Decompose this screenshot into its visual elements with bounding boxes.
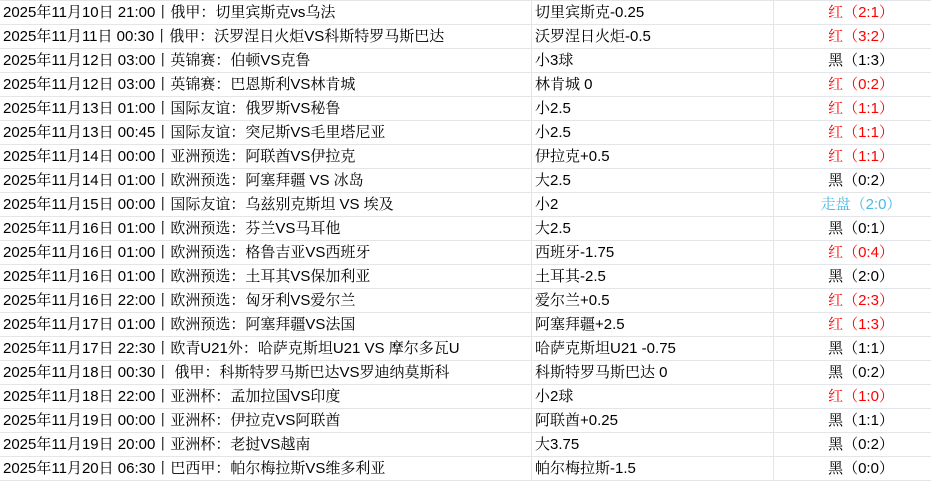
match-cell: 2025年11月13日 00:45丨国际友谊：突尼斯VS毛里塔尼亚 [0, 121, 532, 145]
pick-cell: 小3球 [532, 49, 774, 73]
result-cell: 黑（1:1） [774, 337, 931, 361]
table-row[interactable] [0, 25, 931, 49]
match-cell: 2025年11月12日 03:00丨英锦赛：伯顿VS克鲁 [0, 49, 532, 73]
pick-cell: 爱尔兰+0.5 [532, 289, 774, 313]
table-body [0, 1, 931, 481]
pick-cell: 小2.5 [532, 121, 774, 145]
pick-cell: 西班牙-1.75 [532, 241, 774, 265]
match-cell: 2025年11月10日 21:00丨俄甲：切里宾斯克vs乌法 [0, 1, 532, 25]
result-cell: 红（1:1） [774, 121, 931, 145]
table-row[interactable] [0, 169, 931, 193]
result-cell: 红（1:1） [774, 145, 931, 169]
table-row[interactable] [0, 49, 931, 73]
result-cell: 红（3:2） [774, 25, 931, 49]
result-cell: 黑（1:3） [774, 49, 931, 73]
pick-cell: 阿塞拜疆+2.5 [532, 313, 774, 337]
pick-cell: 沃罗涅日火炬-0.5 [532, 25, 774, 49]
match-cell: 2025年11月16日 22:00丨欧洲预选：匈牙利VS爱尔兰 [0, 289, 532, 313]
pick-cell: 阿联酋+0.25 [532, 409, 774, 433]
match-cell: 2025年11月12日 03:00丨英锦赛：巴恩斯利VS林肯城 [0, 73, 532, 97]
match-cell: 2025年11月16日 01:00丨欧洲预选：格鲁吉亚VS西班牙 [0, 241, 532, 265]
table-row[interactable] [0, 265, 931, 289]
result-cell: 黑（0:2） [774, 433, 931, 457]
match-cell: 2025年11月16日 01:00丨欧洲预选：芬兰VS马耳他 [0, 217, 532, 241]
result-cell: 黑（1:1） [774, 409, 931, 433]
pick-cell: 切里宾斯克-0.25 [532, 1, 774, 25]
table-row[interactable] [0, 217, 931, 241]
match-cell: 2025年11月11日 00:30丨俄甲：沃罗涅日火炬VS科斯特罗马斯巴达 [0, 25, 532, 49]
result-cell: 黑（0:2） [774, 169, 931, 193]
pick-cell: 小2.5 [532, 97, 774, 121]
pick-cell: 大3.75 [532, 433, 774, 457]
table-row[interactable] [0, 433, 931, 457]
result-cell: 走盘（2:0） [774, 193, 931, 217]
result-cell: 黑（0:0） [774, 457, 931, 481]
table-row[interactable] [0, 193, 931, 217]
table-row[interactable] [0, 241, 931, 265]
match-cell: 2025年11月14日 01:00丨欧洲预选：阿塞拜疆 VS 冰岛 [0, 169, 532, 193]
pick-cell: 小2 [532, 193, 774, 217]
pick-cell: 林肯城 0 [532, 73, 774, 97]
result-cell: 红（0:2） [774, 73, 931, 97]
table-row[interactable] [0, 73, 931, 97]
result-cell: 红（2:3） [774, 289, 931, 313]
match-cell: 2025年11月15日 00:00丨国际友谊：乌兹别克斯坦 VS 埃及 [0, 193, 532, 217]
table-row[interactable] [0, 409, 931, 433]
table-row[interactable] [0, 1, 931, 25]
match-cell: 2025年11月19日 00:00丨亚洲杯：伊拉克VS阿联酋 [0, 409, 532, 433]
result-cell: 黑（0:1） [774, 217, 931, 241]
pick-cell: 伊拉克+0.5 [532, 145, 774, 169]
match-cell: 2025年11月13日 01:00丨国际友谊：俄罗斯VS秘鲁 [0, 97, 532, 121]
pick-cell: 大2.5 [532, 169, 774, 193]
result-cell: 红（0:4） [774, 241, 931, 265]
match-cell: 2025年11月20日 06:30丨巴西甲：帕尔梅拉斯VS维多利亚 [0, 457, 532, 481]
table-row[interactable] [0, 361, 931, 385]
match-cell: 2025年11月14日 00:00丨亚洲预选：阿联酋VS伊拉克 [0, 145, 532, 169]
pick-cell: 大2.5 [532, 217, 774, 241]
result-cell: 红（1:3） [774, 313, 931, 337]
result-cell: 黑（2:0） [774, 265, 931, 289]
pick-cell: 哈萨克斯坦U21 -0.75 [532, 337, 774, 361]
match-cell: 2025年11月16日 01:00丨欧洲预选：土耳其VS保加利亚 [0, 265, 532, 289]
table-row[interactable] [0, 337, 931, 361]
result-cell: 红（2:1） [774, 1, 931, 25]
table-row[interactable] [0, 145, 931, 169]
result-cell: 红（1:1） [774, 97, 931, 121]
pick-cell: 科斯特罗马斯巴达 0 [532, 361, 774, 385]
match-cell: 2025年11月18日 22:00丨亚洲杯：孟加拉国VS印度 [0, 385, 532, 409]
match-cell: 2025年11月18日 00:30丨 俄甲：科斯特罗马斯巴达VS罗迪纳莫斯科 [0, 361, 532, 385]
result-cell: 红（1:0） [774, 385, 931, 409]
result-cell: 黑（0:2） [774, 361, 931, 385]
table-row[interactable] [0, 97, 931, 121]
match-cell: 2025年11月19日 20:00丨亚洲杯：老挝VS越南 [0, 433, 532, 457]
table-row[interactable] [0, 289, 931, 313]
table-row[interactable] [0, 385, 931, 409]
table-row[interactable] [0, 121, 931, 145]
pick-cell: 帕尔梅拉斯-1.5 [532, 457, 774, 481]
pick-cell: 土耳其-2.5 [532, 265, 774, 289]
pick-cell: 小2球 [532, 385, 774, 409]
table-row[interactable] [0, 313, 931, 337]
table-row[interactable] [0, 457, 931, 481]
match-cell: 2025年11月17日 22:30丨欧青U21外：哈萨克斯坦U21 VS 摩尔多瓦U [0, 337, 532, 361]
match-cell: 2025年11月17日 01:00丨欧洲预选：阿塞拜疆VS法国 [0, 313, 532, 337]
